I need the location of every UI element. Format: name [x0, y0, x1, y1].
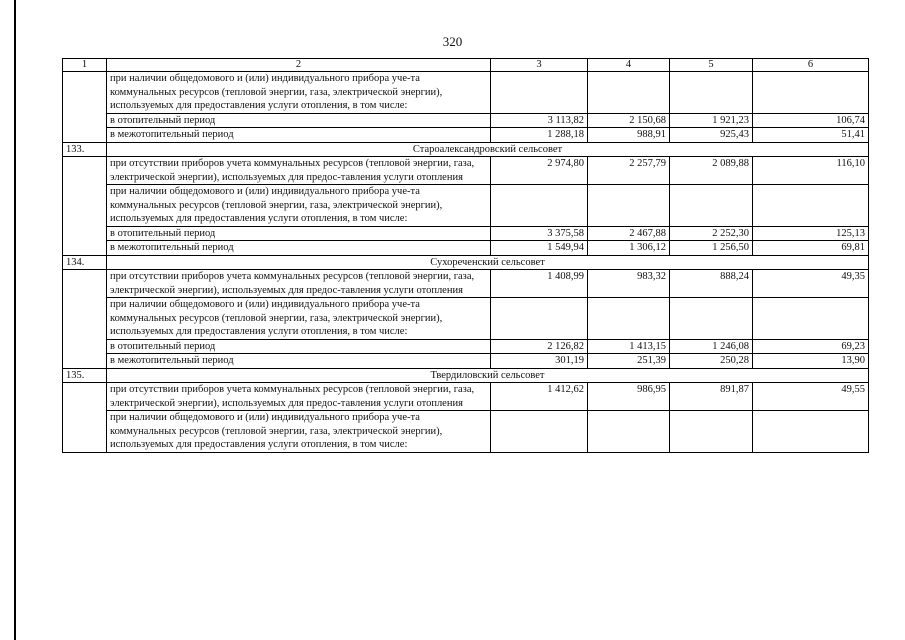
value-cell: 2 089,88: [670, 157, 753, 185]
value-cell: 888,24: [670, 270, 753, 298]
column-header: 3: [491, 59, 588, 72]
binding-margin-line: [14, 0, 16, 640]
value-cell: 51,41: [753, 128, 869, 143]
column-header: 6: [753, 59, 869, 72]
section-header-row: [63, 255, 869, 270]
table-row: [63, 226, 869, 241]
value-cell: [670, 411, 753, 453]
value-cell: 1 408,99: [491, 270, 588, 298]
table-row: [63, 185, 869, 227]
value-cell: 1 256,50: [670, 241, 753, 256]
table-row: [63, 128, 869, 143]
table-row: [63, 354, 869, 369]
value-cell: 2 150,68: [588, 113, 670, 128]
value-cell: 988,91: [588, 128, 670, 143]
column-header: 1: [63, 59, 107, 72]
section-name: Твердиловский сельсовет: [107, 368, 869, 383]
table-row: [63, 339, 869, 354]
value-cell: 891,87: [670, 383, 753, 411]
value-cell: 251,39: [588, 354, 670, 369]
value-cell: [753, 411, 869, 453]
row-label: в отопительный период: [107, 113, 491, 128]
table-row: [63, 113, 869, 128]
value-cell: 3 113,82: [491, 113, 588, 128]
value-cell: 925,43: [670, 128, 753, 143]
value-cell: [588, 185, 670, 227]
row-label: в отопительный период: [107, 226, 491, 241]
value-cell: 2 467,88: [588, 226, 670, 241]
index-cell: [63, 157, 107, 256]
value-cell: 106,74: [753, 113, 869, 128]
row-description: при наличии общедомового и (или) индивидуального прибора уче-та коммунальных ресурсов (тепловой энергии, газа, электрической энергии), используемых для предоставления услуги отопления, в том числе:: [107, 72, 491, 114]
column-header: 2: [107, 59, 491, 72]
value-cell: [491, 185, 588, 227]
value-cell: 1 413,15: [588, 339, 670, 354]
value-cell: [753, 185, 869, 227]
value-cell: 1 306,12: [588, 241, 670, 256]
table-row: [63, 72, 869, 114]
value-cell: 983,32: [588, 270, 670, 298]
section-index: 134.: [63, 255, 107, 270]
value-cell: [670, 298, 753, 340]
section-index: 135.: [63, 368, 107, 383]
table-row: [63, 157, 869, 185]
row-label: в отопительный период: [107, 339, 491, 354]
value-cell: 1 412,62: [491, 383, 588, 411]
value-cell: [670, 72, 753, 114]
row-description: при отсутствии приборов учета коммунальных ресурсов (тепловой энергии, газа, электрической энергии), используемых для предос-тавления услуги отопления: [107, 383, 491, 411]
table-row: [63, 298, 869, 340]
value-cell: 69,23: [753, 339, 869, 354]
column-header: 5: [670, 59, 753, 72]
value-cell: 986,95: [588, 383, 670, 411]
value-cell: [753, 298, 869, 340]
column-header: 4: [588, 59, 670, 72]
column-number-header-row: [63, 59, 869, 72]
value-cell: 250,28: [670, 354, 753, 369]
row-description: при наличии общедомового и (или) индивидуального прибора уче-та коммунальных ресурсов (тепловой энергии, газа, электрической энергии), используемых для предоставления услуги отопления, в том числе:: [107, 185, 491, 227]
section-header-row: [63, 368, 869, 383]
value-cell: [491, 298, 588, 340]
value-cell: 49,35: [753, 270, 869, 298]
table-row: [63, 411, 869, 453]
value-cell: 49,55: [753, 383, 869, 411]
value-cell: 2 974,80: [491, 157, 588, 185]
tariff-table: [62, 58, 869, 453]
index-cell: [63, 383, 107, 453]
table-row: [63, 383, 869, 411]
value-cell: 125,13: [753, 226, 869, 241]
index-cell: [63, 72, 107, 143]
value-cell: 2 252,30: [670, 226, 753, 241]
value-cell: [670, 185, 753, 227]
value-cell: 13,90: [753, 354, 869, 369]
row-description: при наличии общедомового и (или) индивидуального прибора уче-та коммунальных ресурсов (тепловой энергии, газа, электрической энергии), используемых для предоставления услуги отопления, в том числе:: [107, 411, 491, 453]
row-label: в межотопительный период: [107, 354, 491, 369]
value-cell: [588, 72, 670, 114]
value-cell: 2 126,82: [491, 339, 588, 354]
value-cell: [588, 298, 670, 340]
value-cell: 116,10: [753, 157, 869, 185]
table-row: [63, 270, 869, 298]
value-cell: 2 257,79: [588, 157, 670, 185]
row-label: в межотопительный период: [107, 241, 491, 256]
value-cell: 69,81: [753, 241, 869, 256]
page-number: 320: [442, 34, 463, 49]
row-description: при отсутствии приборов учета коммунальных ресурсов (тепловой энергии, газа, электрической энергии), используемых для предос-тавления услуги отопления: [107, 270, 491, 298]
index-cell: [63, 270, 107, 369]
value-cell: 1 549,94: [491, 241, 588, 256]
value-cell: [753, 72, 869, 114]
section-index: 133.: [63, 142, 107, 157]
value-cell: 301,19: [491, 354, 588, 369]
value-cell: 1 288,18: [491, 128, 588, 143]
value-cell: 1 921,23: [670, 113, 753, 128]
value-cell: 1 246,08: [670, 339, 753, 354]
section-header-row: [63, 142, 869, 157]
section-name: Староалександровский сельсовет: [107, 142, 869, 157]
value-cell: [491, 72, 588, 114]
row-label: в межотопительный период: [107, 128, 491, 143]
row-description: при отсутствии приборов учета коммунальных ресурсов (тепловой энергии, газа, электрической энергии), используемых для предос-тавления услуги отопления: [107, 157, 491, 185]
row-description: при наличии общедомового и (или) индивидуального прибора уче-та коммунальных ресурсов (тепловой энергии, газа, электрической энергии), используемых для предоставления услуги отопления, в том числе:: [107, 298, 491, 340]
value-cell: [588, 411, 670, 453]
section-name: Сухореченский сельсовет: [107, 255, 869, 270]
value-cell: 3 375,58: [491, 226, 588, 241]
table-row: [63, 241, 869, 256]
value-cell: [491, 411, 588, 453]
